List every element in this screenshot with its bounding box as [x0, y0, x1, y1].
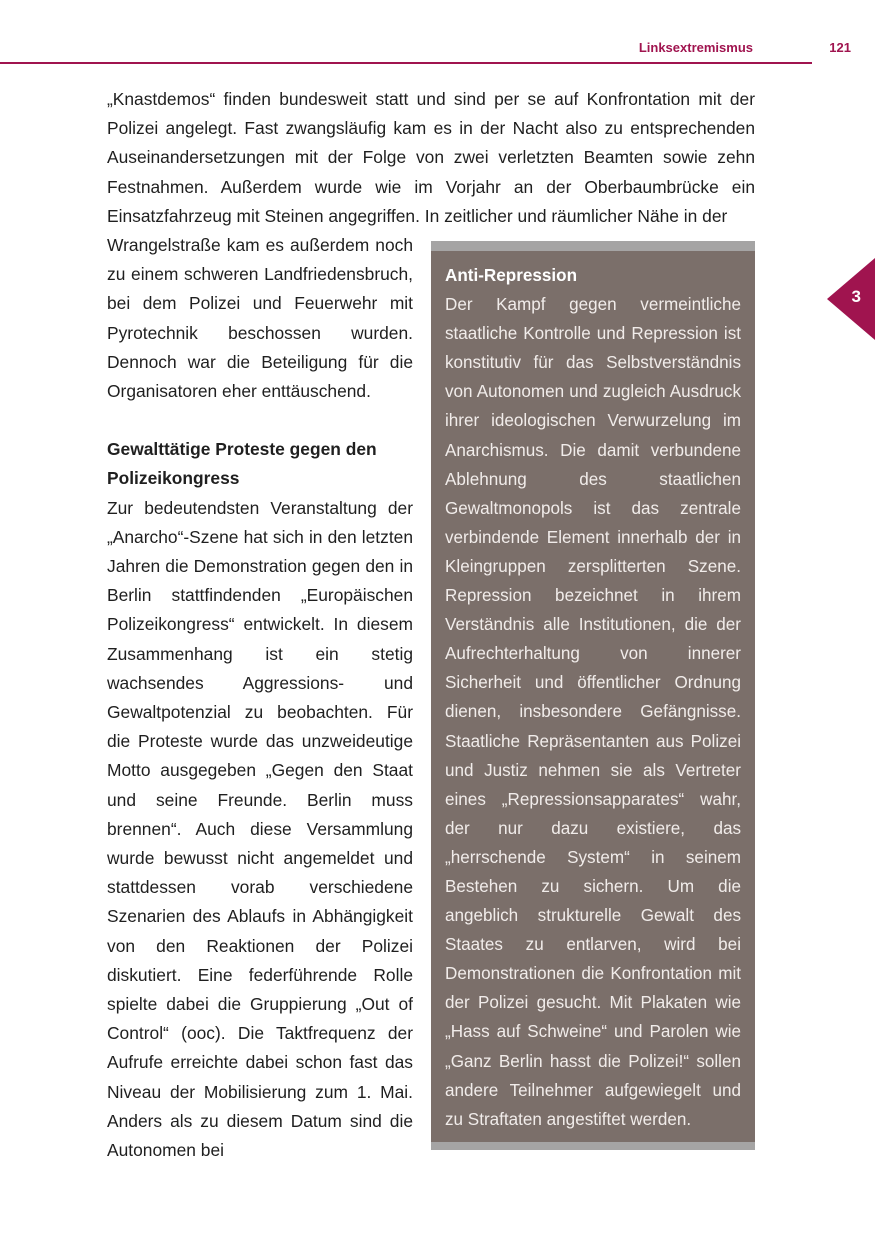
intro-paragraph: „Knastdemos“ finden bundesweit statt und sind per se auf Konfrontation mit der Polizei angelegt. Fast zwangsläufig kam es in der Nacht also zu entsprechenden Auseinandersetzungen mit der Folge von zwei verletzten Beamten sowie zehn Festnahmen. Außerdem wurde wie im Vorjahr an der Oberbaumbrücke ein Einsatzfahrzeug mit Steinen angegriffen. In zeitlicher und räumlicher Nähe in der: [107, 89, 755, 226]
info-box-title: Anti-Repression: [445, 266, 578, 285]
chapter-number: 3: [851, 287, 861, 306]
left-paragraph-1: Wrangelstraße kam es außerdem noch zu einem schweren Landfriedensbruch, bei dem Polizei und Feuerwehr mit Pyrotechnik beschossen wurden. Dennoch war die Beteiligung für die Organisatoren eher enttäuschend.: [107, 235, 413, 402]
info-box: [431, 241, 755, 1150]
section-heading: Gewalttätige Proteste gegen den Polizeikongress: [107, 439, 377, 489]
header-rule: [0, 62, 812, 64]
running-title: Linksextremismus: [638, 40, 753, 55]
left-column: [107, 231, 413, 1165]
info-box-content: [445, 261, 741, 1134]
page-number: 121: [829, 40, 851, 55]
info-box-body: Der Kampf gegen vermeintliche staatliche Kontrolle und Repression ist konstitutiv für das Selbstverständnis von Autonomen und zugleich Ausdruck ihrer ideologischen Verwurzelung im Anarchismus. Die damit verbundene Ablehnung des staatlichen Gewaltmonopols ist das zentrale verbindende Element innerhalb der in Kleingruppen zersplitterten Szene. Repression bezeichnet in ihrem Verständnis alle Institutionen, die der Aufrechterhaltung von innerer Sicherheit und öffentlicher Ordnung dienen, insbesondere Gefängnisse. Staatliche Repräsentanten aus Polizei und Justiz nehmen sie als Vertreter eines „Repressionsapparates“ wahr, der nur dazu existiere, das „herrschende System“ in seinem Bestehen zu sichern. Um die angeblich strukturelle Gewalt des Staates zu entlarven, wird bei Demonstrationen die Konfrontation mit der Polizei gesucht. Mit Plakaten wie „Hass auf Schweine“ und Parolen wie „Ganz Berlin hasst die Polizei!“ sollen andere Teilnehmer aufgewiegelt und zu Straftaten angestiftet werden.: [445, 295, 741, 1129]
left-paragraph-2: Zur bedeutendsten Veranstaltung der „Anarcho“-Szene hat sich in den letzten Jahren die Demonstration gegen den in Berlin stattfindenden „Europäischen Polizeikongress“ entwickelt. In diesem Zusammenhang ist ein stetig wachsendes Aggressions- und Gewaltpotenzial zu beobachten. Für die Proteste wurde das unzweideutige Motto ausgegeben „Gegen den Staat und seine Freunde. Berlin muss brennen“. Auch diese Versammlung wurde bewusst nicht angemeldet und stattdessen vorab verschiedene Szenarien des Ablaufs in Abhängigkeit von den Reaktionen der Polizei diskutiert. Eine federführende Rolle spielte dabei die Gruppierung „Out of Control“ (ooc). Die Taktfrequenz der Aufrufe erreichte dabei schon fast das Niveau der Mobilisierung zum 1. Mai. Anders als zu diesem Datum sind die Autonomen bei: [107, 497, 413, 1161]
